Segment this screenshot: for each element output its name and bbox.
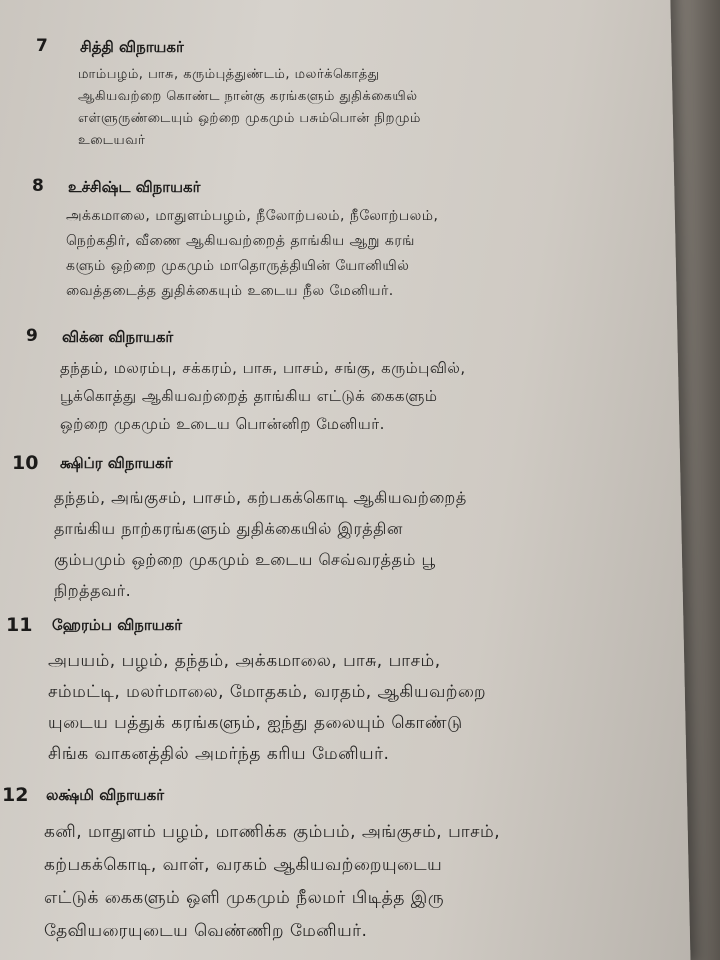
body-line: ஆகியவற்றை கொண்ட நான்கு கரங்களும் துதிக்கையில் bbox=[78, 89, 418, 104]
entry-number: 9 bbox=[26, 326, 38, 346]
body-line: கற்பகக்கொடி, வாள், வரகம் ஆகியவற்றையுடைய bbox=[44, 855, 443, 875]
body-line: தந்தம், அங்குசம், பாசம், கற்பகக்கொடி ஆகியவற்றைத் bbox=[54, 488, 467, 507]
body-line: தேவியரையுடைய வெண்ணிற மேனியர். bbox=[44, 921, 368, 941]
entry-title: சித்தி விநாயகர் bbox=[80, 38, 184, 56]
entry-number: 8 bbox=[32, 176, 44, 196]
body-line: கனி, மாதுளம் பழம், மாணிக்க கும்பம், அங்குசம், பாசம், bbox=[44, 822, 501, 842]
entry-number: 10 bbox=[12, 452, 39, 474]
entry-body bbox=[78, 64, 421, 152]
entry-title: ஹேரம்ப விநாயகர் bbox=[52, 616, 183, 634]
body-line: உடையவர் bbox=[78, 133, 146, 148]
body-line: அபயம், பழம், தந்தம், அக்கமாலை, பாசு, பாசம், bbox=[48, 651, 441, 671]
body-line: யுடைய பத்துக் கரங்களும், ஐந்து தலையும் கொண்டு bbox=[48, 713, 463, 733]
body-line: ஒற்றை முகமும் உடைய பொன்னிற மேனியர். bbox=[60, 415, 385, 433]
body-line: தந்தம், மலரம்பு, சக்கரம், பாசு, பாசம், சங்கு, கரும்புவில், bbox=[60, 359, 466, 377]
body-line: கும்பமும் ஒற்றை முகமும் உடைய செவ்வரத்தம் பூ bbox=[54, 550, 436, 569]
entry-title: லக்ஷ்மி விநாயகர் bbox=[46, 786, 165, 804]
entry-number: 12 bbox=[2, 784, 29, 806]
body-line: எட்டுக் கைகளும் ஒளி முகமும் நீலமர் பிடித்த இரு bbox=[44, 888, 445, 908]
body-line: அக்கமாலை, மாதுளம்பழம், நீலோற்பலம், நீலோற்பலம், bbox=[66, 208, 439, 224]
body-line: சிங்க வாகனத்தில் அமர்ந்த கரிய மேனியர். bbox=[48, 744, 390, 764]
body-line: மாம்பழம், பாசு, கரும்புத்துண்டம், மலர்க்கொத்து bbox=[78, 67, 380, 82]
entry-title: உச்சிஷ்ட விநாயகர் bbox=[68, 178, 201, 196]
entry-title: விக்ன விநாயகர் bbox=[62, 328, 174, 346]
body-line: தாங்கிய நாற்கரங்களும் துதிக்கையில் இரத்தின bbox=[54, 519, 403, 538]
body-line: நெற்கதிர், வீணை ஆகியவற்றைத் தாங்கிய ஆறு கரங் bbox=[66, 233, 415, 249]
entry-body bbox=[44, 816, 500, 948]
body-line: எள்ளுருண்டையும் ஒற்றை முகமும் பசும்பொன் நிறமும் bbox=[78, 111, 421, 126]
body-line: நிறத்தவர். bbox=[54, 581, 132, 600]
body-line: களும் ஒற்றை முகமும் மாதொருத்தியின் யோனியில் bbox=[66, 258, 410, 274]
entry-body bbox=[54, 482, 467, 606]
entry-title: க்ஷிப்ர விநாயகர் bbox=[60, 454, 173, 472]
entry-body bbox=[60, 354, 466, 438]
entry-body bbox=[66, 204, 439, 304]
entry-body bbox=[48, 646, 486, 770]
entry-number: 7 bbox=[36, 36, 48, 56]
entry-number: 11 bbox=[6, 614, 33, 636]
body-line: பூக்கொத்து ஆகியவற்றைத் தாங்கிய எட்டுக் கைகளும் bbox=[60, 387, 438, 405]
body-line: சம்மட்டி, மலர்மாலை, மோதகம், வரதம், ஆகியவற்றை bbox=[48, 682, 487, 702]
body-line: வைத்தடைத்த துதிக்கையும் உடைய நீல மேனியர். bbox=[66, 283, 394, 299]
